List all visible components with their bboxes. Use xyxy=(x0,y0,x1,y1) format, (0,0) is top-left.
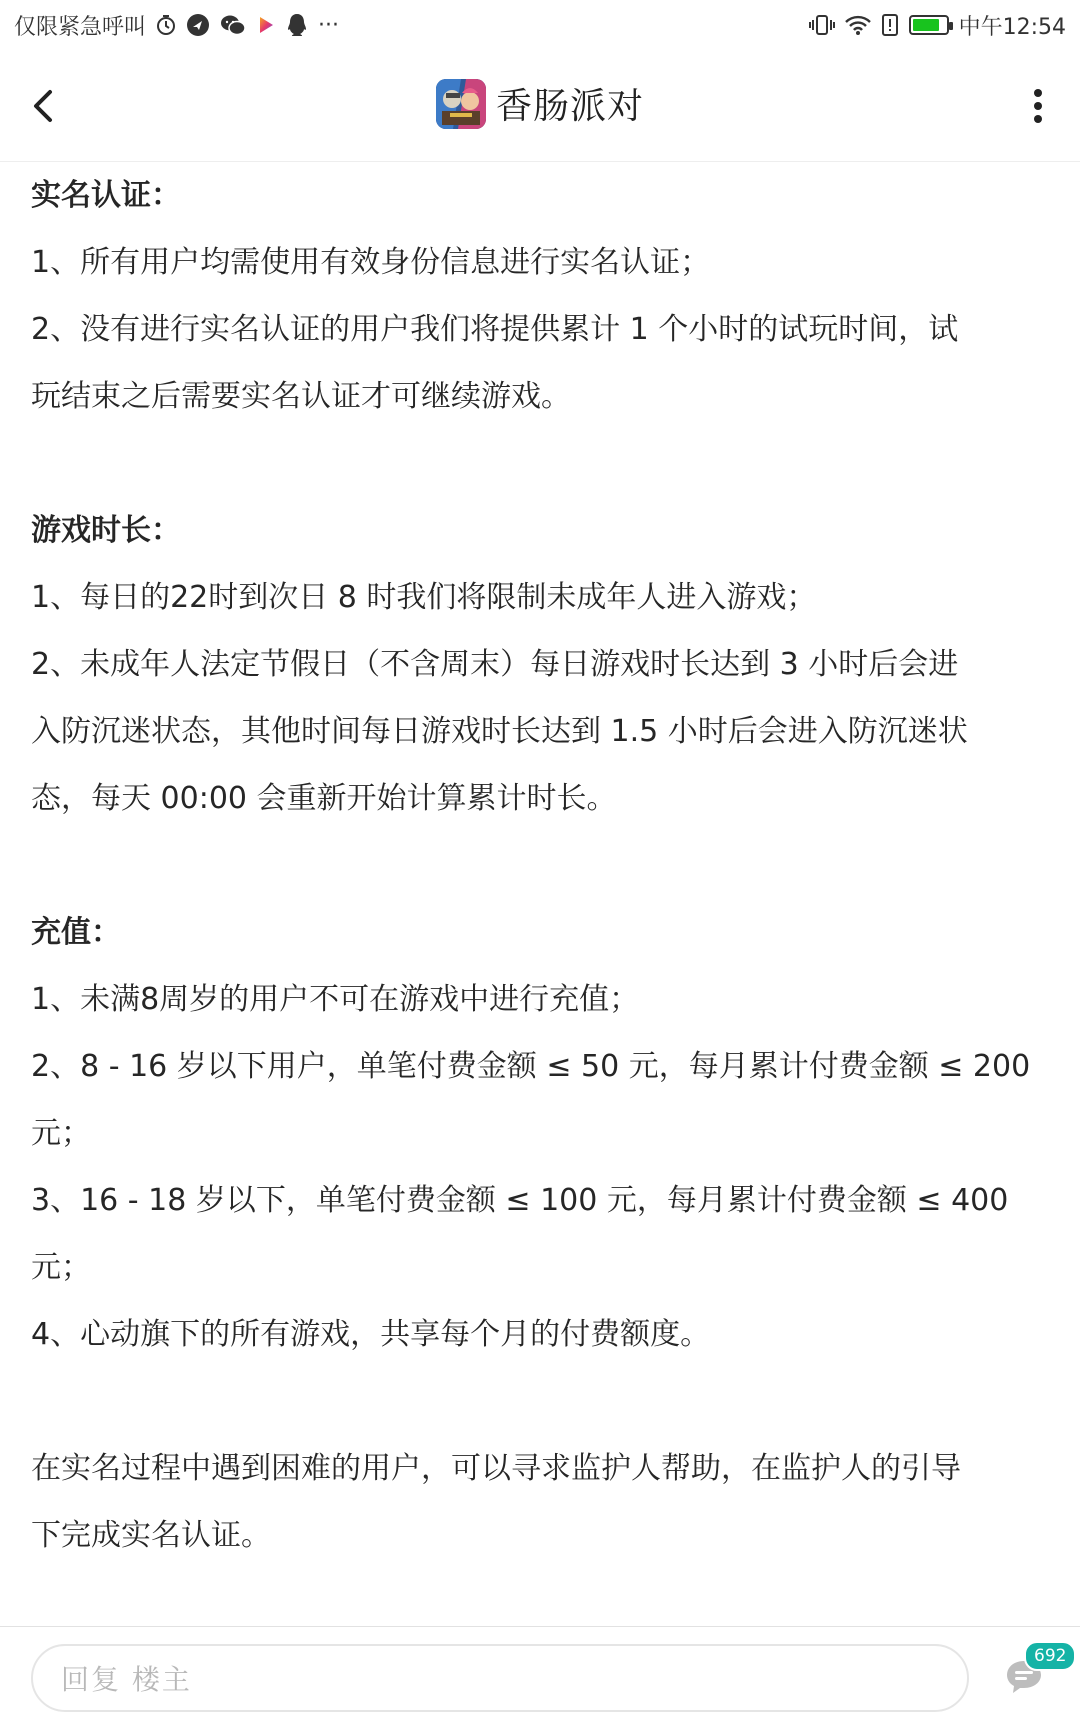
carrier-text: 仅限紧急呼叫 xyxy=(14,14,147,40)
paragraph-line: 元； xyxy=(31,1116,91,1151)
video-app-icon xyxy=(256,15,276,35)
wifi-icon xyxy=(845,14,871,36)
vibrate-icon xyxy=(809,14,835,36)
battery-icon xyxy=(909,15,949,35)
reply-placeholder: 回复 楼主 xyxy=(61,1663,192,1696)
status-right xyxy=(809,10,1066,41)
qq-icon xyxy=(286,13,308,37)
status-bar xyxy=(0,0,1080,50)
paragraph-line: 玩结束之后需要实名认证才可继续游戏。 xyxy=(31,379,571,414)
more-vertical-icon xyxy=(1026,86,1050,126)
paragraph-line: 4、心动旗下的所有游戏，共享每个月的付费额度。 xyxy=(31,1317,711,1352)
clock-time: 中午12:54 xyxy=(958,14,1066,40)
reply-input[interactable] xyxy=(31,1644,969,1712)
app-header xyxy=(0,50,1080,162)
paragraph-line: 2、8 - 16 岁以下用户，单笔付费金额 ≤ 50 元，每月累计付费金额 ≤ 200 xyxy=(31,1049,1031,1084)
paragraph-line: 在实名过程中遇到困难的用户，可以寻求监护人帮助，在监护人的引导 xyxy=(31,1451,961,1486)
comment-count-badge: 692 xyxy=(1024,1641,1076,1671)
paragraph-line: 态，每天 00:00 会重新开始计算累计时长。 xyxy=(31,781,617,816)
game-app-icon xyxy=(436,79,486,129)
more-notifications-icon: ··· xyxy=(318,12,339,38)
paragraph-line: 2、未成年人法定节假日（不含周末）每日游戏时长达到 3 小时后会进 xyxy=(31,647,959,682)
paragraph-line: 1、每日的22时到次日 8 时我们将限制未成年人进入游戏； xyxy=(31,580,817,615)
spacer xyxy=(31,832,1051,899)
wechat-icon xyxy=(220,14,246,36)
spacer xyxy=(31,430,1051,497)
alarm-icon xyxy=(156,14,176,36)
title-wrap xyxy=(0,78,1080,129)
alert-icon xyxy=(881,14,899,36)
paragraph-line: 1、所有用户均需使用有效身份信息进行实名认证； xyxy=(31,245,711,280)
section-title-real-name: 实名认证： xyxy=(31,178,181,213)
paragraph-line: 1、未满8周岁的用户不可在游戏中进行充值； xyxy=(31,982,640,1017)
spacer xyxy=(31,1368,1051,1435)
paragraph-line: 入防沉迷状态，其他时间每日游戏时长达到 1.5 小时后会进入防沉迷状 xyxy=(31,714,968,749)
section-title-play-time: 游戏时长： xyxy=(31,513,181,548)
paragraph-line: 下完成实名认证。 xyxy=(31,1518,271,1553)
bird-app-icon xyxy=(186,13,210,37)
page-title: 香肠派对 xyxy=(495,86,644,127)
more-options-button[interactable] xyxy=(1026,86,1050,126)
bottom-bar xyxy=(0,1626,1080,1728)
paragraph-line: 2、没有进行实名认证的用户我们将提供累计 1 个小时的试玩时间，试 xyxy=(31,312,959,347)
post-content xyxy=(31,162,1051,1569)
paragraph-line: 元； xyxy=(31,1250,91,1285)
battery-level xyxy=(913,19,940,31)
status-left xyxy=(14,10,339,41)
section-title-recharge: 充值： xyxy=(31,915,121,950)
paragraph-line: 3、16 - 18 岁以下，单笔付费金额 ≤ 100 元，每月累计付费金额 ≤ 400 xyxy=(31,1183,1009,1218)
